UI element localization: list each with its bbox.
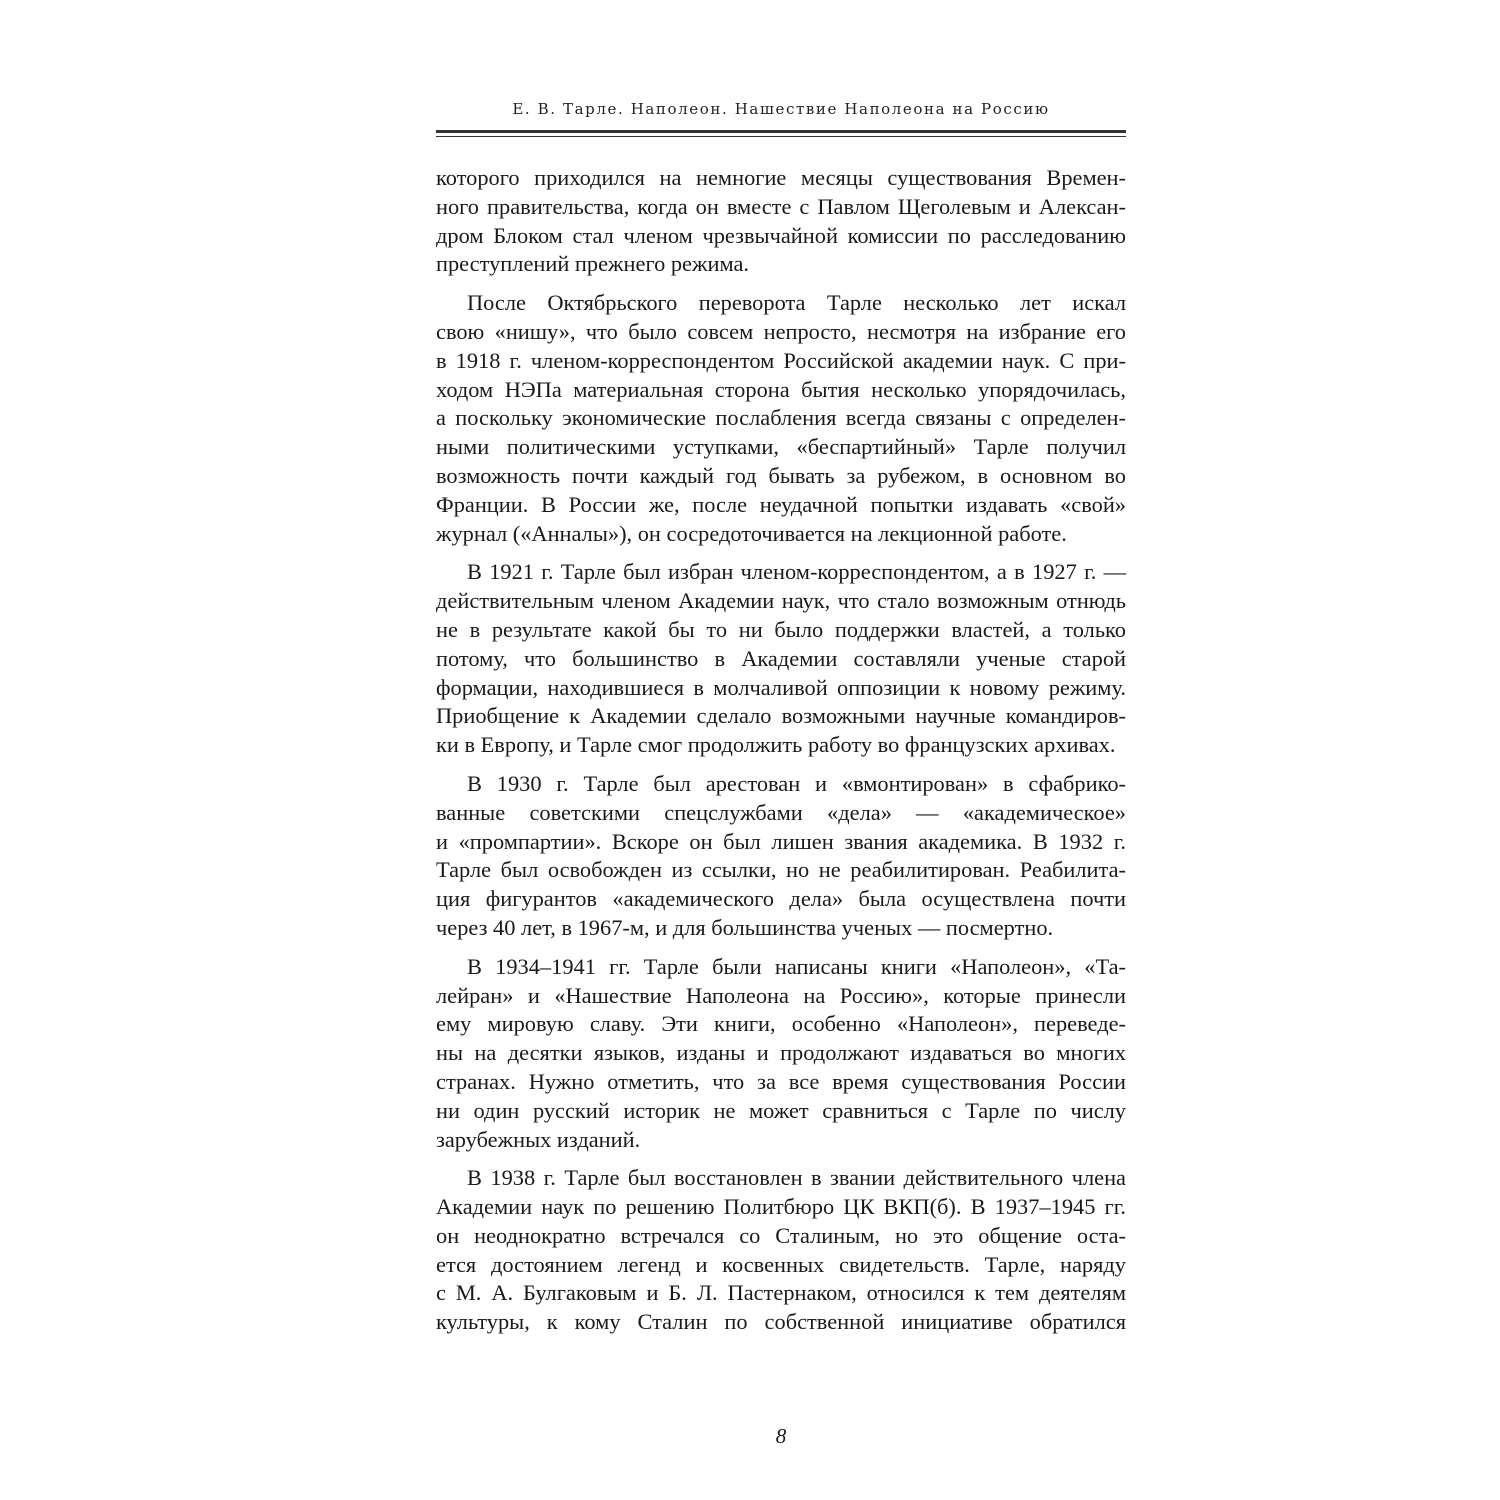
paragraph-gap <box>436 1154 1126 1164</box>
text-line: В 1921 г. Тарле был избран членом-корреспондентом, а в 1927 г. — <box>467 559 1126 585</box>
body-text <box>436 164 1126 1337</box>
page-number: 8 <box>775 1424 787 1448</box>
text-line: Франции. В России же, после неудачной попытки издавать «свой» <box>436 491 1126 517</box>
text-line: зарубежных изданий. <box>436 1126 641 1152</box>
text-line: ны на десятки языков, изданы и продолжают издаваться во многих <box>436 1040 1126 1066</box>
text-line: В 1938 г. Тарле был восстановлен в звании действительного члена <box>467 1165 1126 1191</box>
text-line: с М. А. Булгаковым и Б. Л. Пастернаком, относился к тем деятелям <box>436 1280 1126 1306</box>
text-line: которого приходился на немногие месяцы существования Времен- <box>436 165 1126 190</box>
running-head: Е. В. Тарле. Наполеон. Нашествие Наполеона на Россию <box>512 100 1050 118</box>
text-line: ется достоянием легенд и косвенных свидетельств. Тарле, наряду <box>436 1251 1126 1277</box>
paragraph <box>436 953 1126 1155</box>
paragraph-gap <box>436 548 1126 558</box>
text-line: странах. Нужно отметить, что за все время существования России <box>436 1068 1126 1094</box>
text-line: ванные советскими спецслужбами «дела» — «академическое» <box>436 799 1126 825</box>
header-rule-thin <box>436 136 1126 137</box>
text-line: лейран» и «Нашествие Наполеона на Россию», которые принесли <box>436 982 1126 1008</box>
text-line: и «промпартии». Вскоре он был лишен звания академика. В 1932 г. <box>436 828 1126 854</box>
text-line: ки в Европу, и Тарле смог продолжить работу во французских архивах. <box>436 732 1116 758</box>
text-line: Приобщение к Академии сделало возможными научные командиров- <box>436 703 1126 729</box>
header-rule-thick <box>436 130 1126 133</box>
text-line: В 1934–1941 гг. Тарле были написаны книги «Наполеон», «Та- <box>467 953 1126 979</box>
text-line: дром Блоком стал членом чрезвычайной комиссии по расследованию <box>436 222 1126 248</box>
text-line: формации, находившиеся в молчаливой оппозиции к новому режиму. <box>436 674 1126 700</box>
text-line: потому, что большинство в Академии составляли ученые старой <box>436 645 1126 671</box>
text-line: не в результате какой бы то ни было поддержки властей, а только <box>436 616 1126 642</box>
text-line: ными политическими уступками, «беспартийный» Тарле получил <box>436 434 1126 460</box>
paragraph-gap <box>436 279 1126 289</box>
paragraph-gap <box>436 943 1126 953</box>
text-line: ходом НЭПа материальная сторона бытия несколько упорядочилась, <box>436 376 1126 402</box>
text-line: ного правительства, когда он вместе с Павлом Щеголевым и Алексан- <box>436 193 1126 219</box>
text-line: журнал («Анналы»), он сосредоточивается на лекционной работе. <box>436 520 1067 546</box>
text-line: ция фигурантов «академического дела» была осуществлена почти <box>436 886 1126 912</box>
paragraph <box>436 558 1126 760</box>
text-line: Тарле был освобожден из ссылки, но не реабилитирован. Реабилита- <box>436 857 1126 883</box>
text-line: через 40 лет, в 1967-м, и для большинства ученых — посмертно. <box>436 914 1054 940</box>
text-line: После Октябрьского переворота Тарле несколько лет искал <box>467 290 1126 316</box>
text-line: ему мировую славу. Эти книги, особенно «Наполеон», переведе- <box>436 1011 1126 1037</box>
text-line: В 1930 г. Тарле был арестован и «вмонтирован» в сфабрико- <box>467 770 1126 796</box>
paragraph <box>436 1164 1126 1337</box>
text-line: преступлений прежнего режима. <box>436 251 749 277</box>
text-line: свою «нишу», что было совсем непросто, несмотря на избрание его <box>436 318 1126 344</box>
text-line: а поскольку экономические послабления всегда связаны с определен- <box>436 405 1126 431</box>
text-line: возможность почти каждый год бывать за рубежом, в основном во <box>436 462 1126 488</box>
text-line: культуры, к кому Сталин по собственной инициативе обратился <box>436 1309 1126 1335</box>
paragraph <box>436 164 1126 279</box>
paragraph <box>436 770 1126 943</box>
text-line: ни один русский историк не может сравниться с Тарле по числу <box>436 1097 1126 1123</box>
text-line: он неоднократно встречался со Сталиным, но это общение оста- <box>436 1222 1126 1248</box>
text-line: действительным членом Академии наук, что стало возможным отнюдь <box>436 588 1126 614</box>
paragraph <box>436 289 1126 548</box>
paragraph-gap <box>436 760 1126 770</box>
text-line: Академии наук по решению Политбюро ЦК ВКП(б). В 1937–1945 гг. <box>436 1194 1126 1220</box>
text-line: в 1918 г. членом-корреспондентом Российской академии наук. С при- <box>436 347 1126 373</box>
